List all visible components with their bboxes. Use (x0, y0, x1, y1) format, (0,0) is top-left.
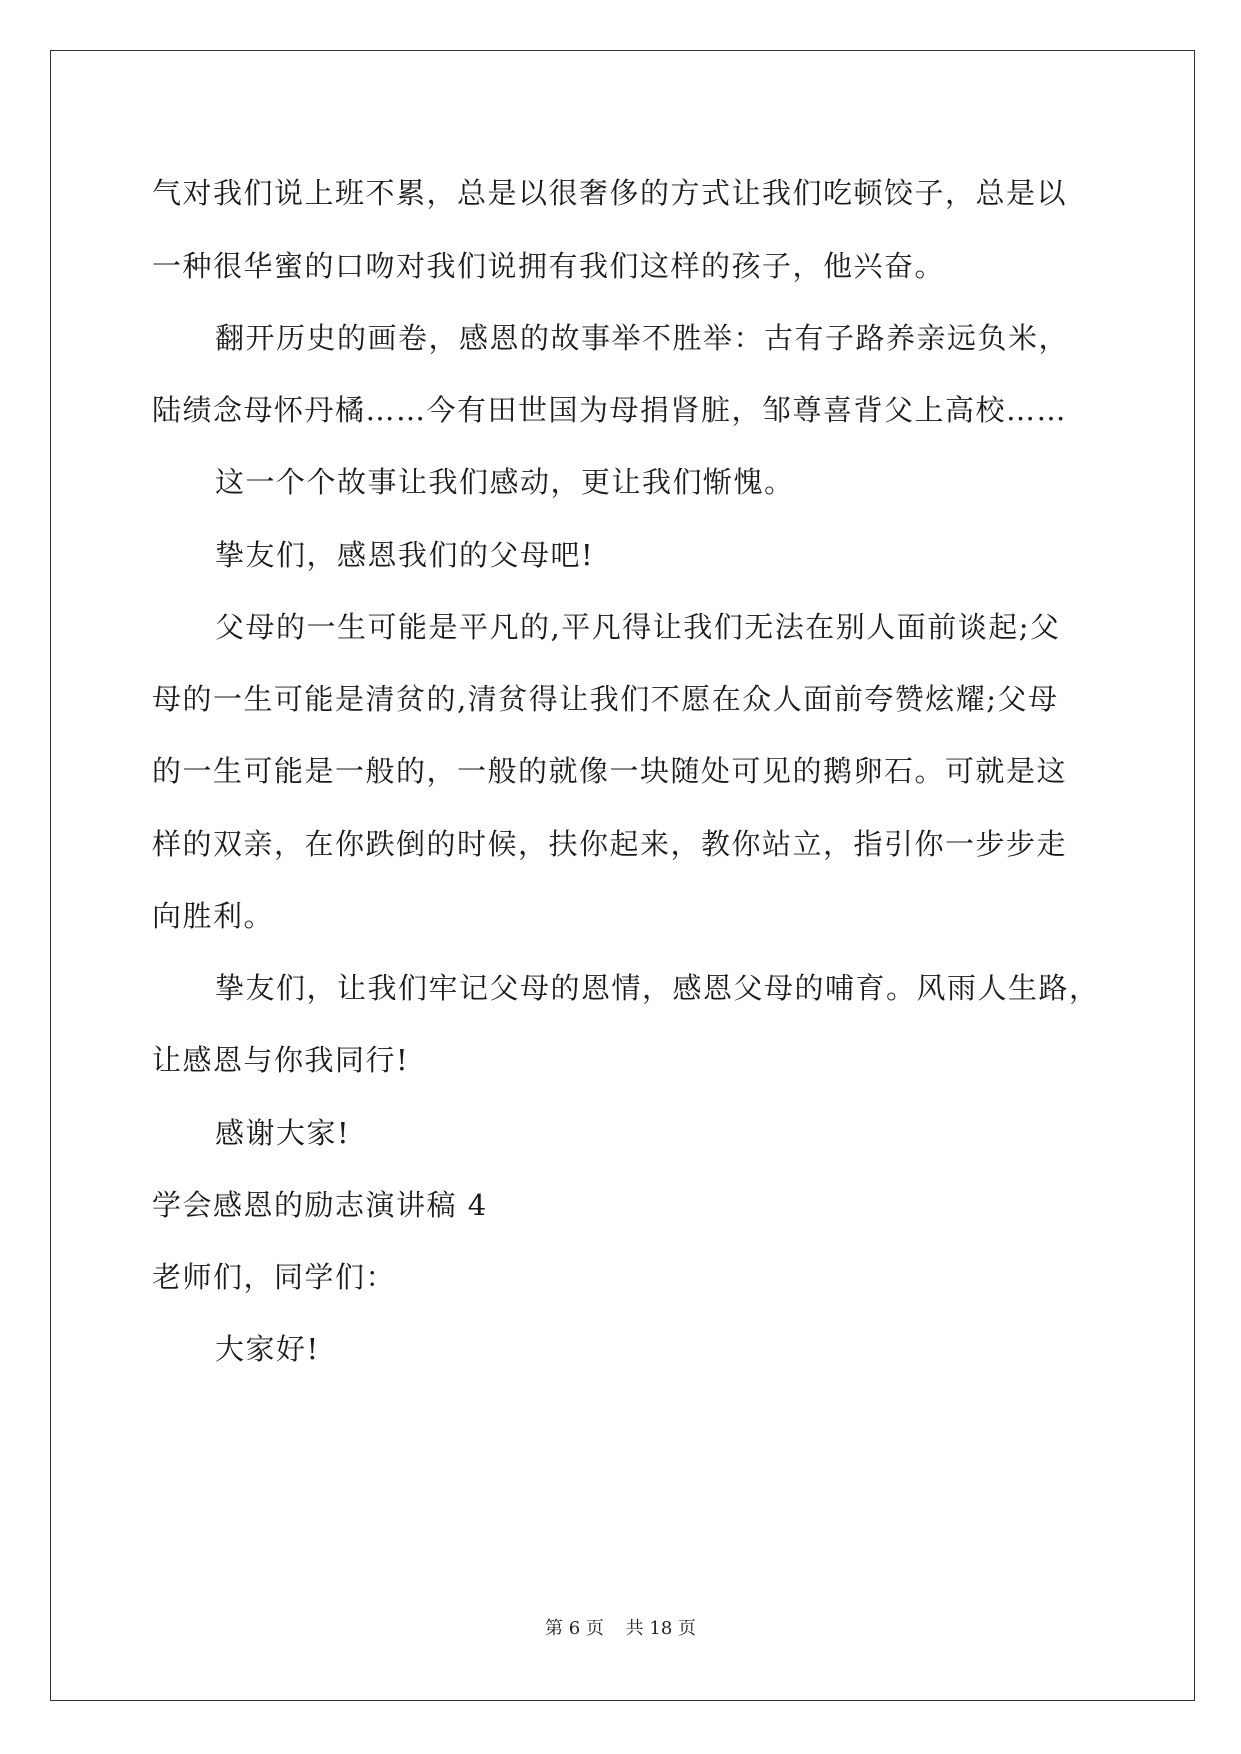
text-line: 这一个个故事让我们感动，更让我们惭愧。 (215, 465, 795, 499)
text-line: 样的双亲，在你跌倒的时候，扶你起来，教你站立，指引你一步步走 (152, 827, 1068, 861)
text-line: 挚友们，让我们牢记父母的恩情，感恩父母的哺育。风雨人生路， (215, 971, 1100, 1005)
text-line: 翻开历史的画卷，感恩的故事举不胜举：古有子路养亲远负米， (215, 321, 1070, 355)
text-line: 大家好! (215, 1332, 320, 1366)
page-footer (0, 1614, 1241, 1640)
text-line: 气对我们说上班不累，总是以很奢侈的方式让我们吃顿饺子，总是以 (152, 176, 1068, 210)
text-line: 挚友们，感恩我们的父母吧! (215, 538, 595, 572)
text-line: 母的一生可能是清贫的,清贫得让我们不愿在众人面前夸赞炫耀;父母 (152, 682, 1059, 716)
page-number: 第 6 页 (545, 1618, 604, 1639)
text-line: 一种很华蜜的口吻对我们说拥有我们这样的孩子，他兴奋。 (152, 249, 946, 283)
section-heading: 学会感恩的励志演讲稿 4 (152, 1188, 488, 1222)
text-line: 父母的一生可能是平凡的,平凡得让我们无法在别人面前谈起;父 (215, 610, 1061, 644)
text-line: 向胜利。 (152, 899, 275, 933)
text-line: 让感恩与你我同行! (152, 1043, 410, 1077)
text-line: 陆绩念母怀丹橘……今有田世国为母捐肾脏，邹尊喜背父上高校…… (152, 393, 1068, 427)
text-line: 感谢大家! (215, 1116, 351, 1150)
salutation: 老师们，同学们： (152, 1260, 397, 1294)
page-frame (50, 50, 1195, 1701)
page-total: 共 18 页 (625, 1618, 696, 1639)
text-line: 的一生可能是一般的，一般的就像一块随处可见的鹅卵石。可就是这 (152, 754, 1068, 788)
